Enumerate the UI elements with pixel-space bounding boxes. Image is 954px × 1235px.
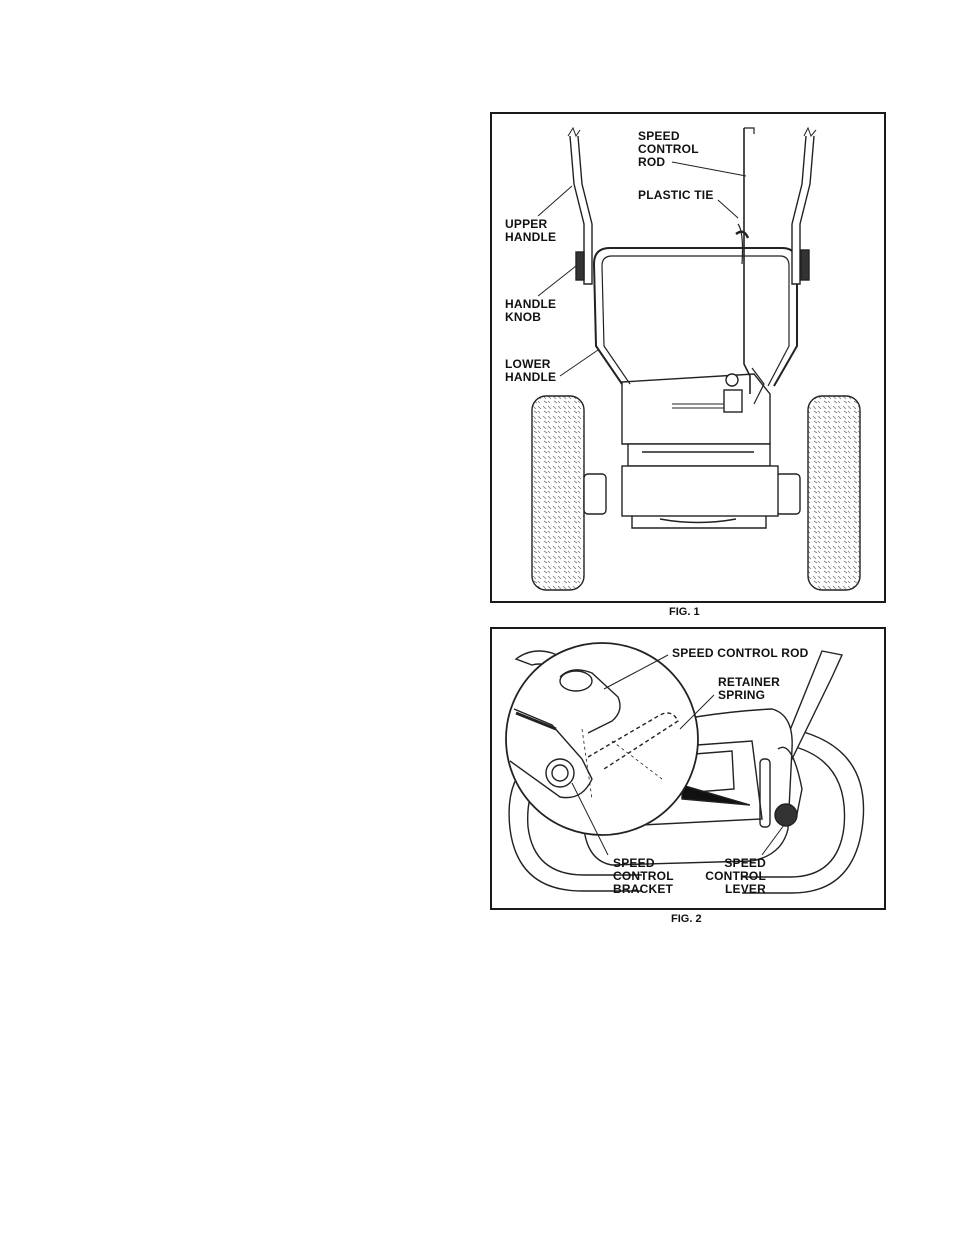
handle-knob-left — [576, 252, 584, 280]
figure-1-caption: FIG. 1 — [669, 606, 700, 618]
label-speed-control-lever: SPEED CONTROL LEVER — [705, 856, 766, 896]
label-retainer-spring: RETAINER SPRING — [718, 675, 781, 702]
figure-1-panel — [490, 112, 886, 603]
label-handle-knob: HANDLE KNOB — [505, 297, 557, 324]
tiller-body — [622, 374, 778, 528]
label-fig2-speed-control-rod: SPEED CONTROL ROD — [672, 646, 809, 660]
speed-control-rod — [738, 128, 754, 394]
handle-knob-right — [801, 250, 809, 280]
figure-2-caption: FIG. 2 — [671, 913, 702, 925]
figure-2-drawing — [492, 629, 884, 908]
right-wheel — [776, 396, 860, 590]
magnified-inset — [506, 643, 698, 835]
label-speed-control-bracket: SPEED CONTROL BRACKET — [613, 856, 674, 896]
label-plastic-tie: PLASTIC TIE — [638, 188, 714, 202]
speed-control-lever-knob — [775, 804, 797, 826]
label-upper-handle: UPPER HANDLE — [505, 217, 557, 244]
figure-2-panel — [490, 627, 886, 910]
label-speed-control-rod: SPEED CONTROL ROD — [638, 129, 699, 169]
lower-handle — [594, 248, 797, 386]
label-lower-handle: LOWER HANDLE — [505, 357, 557, 384]
left-wheel — [532, 396, 606, 590]
